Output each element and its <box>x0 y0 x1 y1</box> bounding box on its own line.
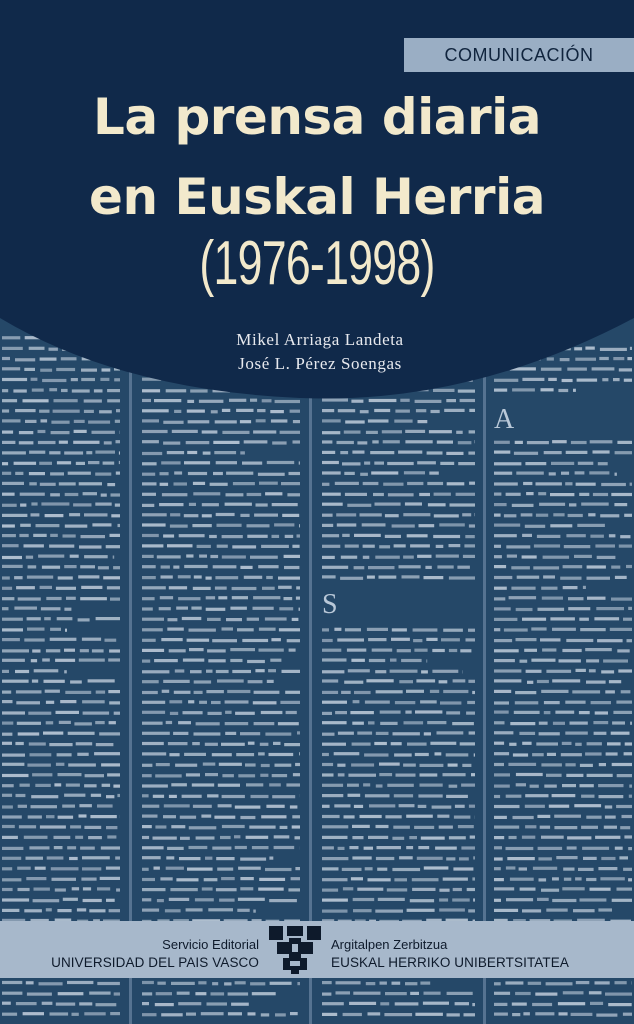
publisher-university-es: UNIVERSIDAD DEL PAIS VASCO <box>51 955 259 970</box>
drop-cap-s: S <box>322 589 338 620</box>
drop-cap-a: A <box>494 404 515 435</box>
book-title-years: (1976-1998) <box>199 229 435 298</box>
publisher-service-eu: Argitalpen Zerbitzua <box>331 937 448 952</box>
series-label: COMUNICACIÓN <box>444 45 594 65</box>
university-logo-icon <box>265 924 325 974</box>
author-name: José L. Pérez Soengas <box>238 354 402 373</box>
author-name: Mikel Arriaga Landeta <box>236 330 404 349</box>
series-band <box>404 38 634 72</box>
book-title-line-1: La prensa diaria <box>92 88 542 146</box>
publisher-service-es: Servicio Editorial <box>162 937 259 952</box>
publisher-university-eu: EUSKAL HERRIKO UNIBERTSITATEA <box>331 955 569 970</box>
publisher-band <box>0 921 634 978</box>
book-title-line-2: en Euskal Herria <box>89 168 545 226</box>
